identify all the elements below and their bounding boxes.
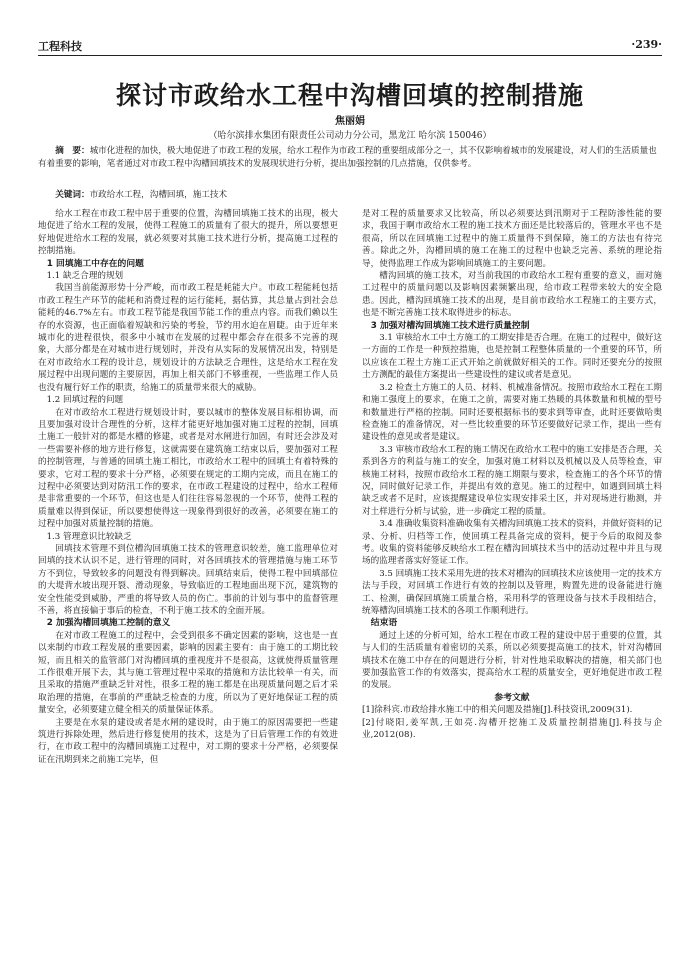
body-paragraph: 3.5 回填施工技术采用先进的技术对槽沟的回填技术应该使用一定的技术方法与手段，对回填工作进行有效的控制以及管理，购置先进的设备能进行施工、检测，确保回填施工质量合格，采用科学的管理设备与技术手段相结合，统筹槽沟回填施工技术的各项工作顺利进行。 — [362, 568, 662, 616]
page-number: ·239· — [631, 38, 662, 51]
section-heading: 1 回填施工中存在的问题 — [46, 258, 144, 269]
section-heading: 参考文献 — [494, 692, 530, 703]
abstract-text: 城市化进程的加快，极大地促进了市政工程的发展，给水工程作为市政工程的重要组成部分之一，其不仅影响着城市的发展建设，对人们的生活质量也有着重要的影响，笔者通过对市政工程中沟槽回填技术的发展现状进行分析，提出加强控制的几点措施，仅供参考。 — [38, 146, 657, 169]
keywords-text: 市政给水工程，沟槽回填，施工技术 — [89, 190, 228, 200]
body-paragraph: 主要是在水泵的建设或者是水闸的建设时，由于施工的原因需要把一些建筑进行拆除处理，然后进行修复使用的技术，这是为了日后管理工作的有效进行，在市政工程中的沟槽回填施工过程中，对工期的要求十分严格，必须要保证在汛期到来之前施工完毕，但 — [38, 717, 338, 765]
paper-title: 探讨市政给水工程中沟槽回填的控制措施 — [115, 81, 584, 110]
body-paragraph: 回填技术管理不到位槽沟回填施工技术的管理意识较差，施工监理单位对回填的技术认识不足，进行管理的同时，对各回填技术的管理措施与施工环节方不到位，导致较多的问题没有得到解决。回填结束后，使得工程中回填部位的大堤背水坡出现开裂、滑动现象，导致临近的工程地面出现下沉，建筑物的安全性能受到威胁，严重的将导致人员的伤亡。事前的计划与事中的监督管理不善，将直接偏于事后的检查，不利于施工技术的全面开展。 — [38, 543, 338, 616]
subsection-heading: 1.3 管理意识比较缺乏 — [46, 531, 132, 542]
body-paragraph: 3.3 审核市政给水工程的施工情况在政给水工程中的施工安排是否合理，关系到各方的利益与施工的安全，加强对施工材料以及机械以及人员等检查，审核施工材料，按照市政给水工程的施工期限与要求，检查施工的各个环节的情况，同时做好记录工作，并提出有效的意见。施工的过程中，如遇到回填土料缺乏或者不足时，应该提醒建设单位实现安排采土区，并对现场进行勘测，并对土样进行分析与试验，进一步确定工程的质量。 — [362, 444, 662, 517]
body-paragraph: 3.2 检查土方施工的人员、材料、机械准备情况。按照市政给水工程在工期和施工强度上的要求，在施工之前，需要对施工热暖的具体数量和机械的型号和数量进行严格的控制。同时还要根据标书的要求到等审查，此时还要做哈奥检查施工的准备情况，对一些比较重要的环节还要做好记录工作，提出一些有建设性的意见或者是建议。 — [362, 382, 662, 443]
author-affiliation: （哈尔滨排水集团有限责任公司动力分公司，黑龙江 哈尔滨 150046） — [208, 131, 492, 141]
abstract-label: 摘 要： — [55, 146, 90, 156]
body-paragraph: 是对工程的质量要求又比较高，所以必须要达到汛期对于工程防渗性能的要求，我国于啊市政给水工程的施工技术方面还是比较落后的，管理水平也不是很高，所以在回填施工过程中的施工质量得不到保障，施工的方法也有待完善。除此之外，沟槽回填的施工在施工的过程中也缺乏完善、系统的理论指导，使得监理工作成为影响回填施工的主要问题。 — [362, 209, 662, 269]
body-paragraph: 在对市政工程施工的过程中，会受到很多不确定因素的影响，这也是一直以来制约市政工程发展的重要因素，影响的因素主要有：由于施工的工期比较短，而且相关的监管部门对沟槽回填的重视度并不是很高，这就使得质量管理工作很难开展下去，其与施工管理过程中采取的措施和方法比较单一有关，而且采取的措施严重缺乏针对性，很多工程的施工都是在出现质量问题之后才采取治理的措施，在事前的严重缺乏检查的力度，所以为了更好地保证工程的质量安全，必须要建立健全相关的质量保证体系。 — [38, 630, 338, 716]
journal-name: 工程科技 — [38, 40, 82, 53]
body-paragraph: 槽沟回填的施工技术，对当前我国的市政给水工程有重要的意义，面对施工过程中的质量问题以及影响因素频繁出现，给市政工程带来较大的安全隐患。因此，槽沟回填施工技术的出现，是目前市政给水工程施工的主要方式，也是不断完善施工技术取得进步的标志。 — [362, 271, 662, 319]
left-column — [38, 208, 338, 938]
section-heading: 结束语 — [370, 618, 398, 629]
subsection-heading: 1.1 缺乏合理的规划 — [46, 271, 124, 282]
body-paragraph: 我国当前能源形势十分严峻，而市政工程是耗能大户。市政工程能耗包括市政工程生产环节的能耗和消费过程的运行能耗，据估算，其总量占到社会总能耗的46.7%左右。市政工程节能是我国节能工作的重点内容。而我们赖以生存的水资源，也正面临着短缺和污染的考验，节约用水迫在眉睫。由于近年来城市化的进程很快，很多中小城市在发展的过程中都会存在很多不完善的现象，大部分都是在对城市进行规划时，并没有从实际的发展情况出发，特别是在对市政给水工程的设计总，规划设计的方法缺乏合理性，这是给水工程在发展过程中出现问题的主要原因，再加上相关部门不够重视，一些监理工作人员也没有履行好工作的职责，给施工的质量带来很大的威胁。 — [38, 283, 338, 393]
body-paragraph: 在对市政给水工程进行规划设计时，要以城市的整体发展目标相协调，而且要加强对设计合理性的分析，这样才能更好地加强对施工过程的控制，回填土施工一般针对的都是水槽的修建，或者是对水闸进行加固，有时还会涉及对一些需要补修的地方进行修复，这就需要在建筑施工结束以后，要加强对工程的控制管理，与普通的回填土施工相比，市政给水工程中的回填土有着特殊的要求，它对工程的要求十分严格，必须要在规定的工期内完成，而且在施工的过程中必须要达到对防汛工作的要求，在市政工程建设的过程中，给水工程师是非常重要的一个环节，但这也是人们往往容易忽视的一个环节，使得工程的质量难以得到保证，所以要想使得这一现象得到很好的改善，必须要在施工的过程中加强对质量控制的措施。 — [38, 407, 338, 530]
keywords — [38, 189, 662, 202]
section-heading: 2 加强沟槽回填施工控制的意义 — [46, 618, 171, 629]
body-paragraph: 通过上述的分析可知，给水工程在市政工程的建设中居于重要的位置，其与人们的生活质量有着密切的关系，所以必须要提高施工的技术，针对沟槽回填技术在施工中存在的问题进行分析，针对性地采取解决的措施，相关部门也要加强监管工作的有效落实，提高给水工程的质量安全，更好地促进市政工程的发展。 — [362, 630, 662, 691]
reference-item: [1]徐科宾.市政给排水施工中的相关问题及措施[J].科技资讯,2009(31). — [362, 705, 633, 716]
body-paragraph: 3.1 审核给水工中土方施工的工期安排是否合理。在施工的过程中，做好这一方面的工作是一种预控措施，也是控制工程整体质量的一个重要的环节，所以应该在工程土方施工正式开始之前就做好相关的工作。同时还要充分的按照土方测配的最佳方案提出一些建设性的建议或者是意见。 — [362, 333, 662, 381]
subsection-heading: 1.2 回填过程的问题 — [46, 395, 124, 406]
keywords-label: 关键词： — [55, 190, 90, 200]
running-header — [38, 38, 662, 54]
body-paragraph: 3.4 准确收集资料准确收集有关槽沟回填施工技术的资料，并做好资料的记录、分析、归档等工作，使回填工程具备完成的资料，便于今后的取阅及参考。收集的资料能够反映给水工程在槽沟回填技术当中的活动过程中并且与现场的监理者落实好签证工作。 — [362, 519, 662, 567]
body-paragraph: 给水工程在市政工程中居于重要的位置，沟槽回填施工技术的出现，极大地促进了给水工程的发展，使得工程施工的质量有了很大的提升，所以要想更好地促进给水工程的发展，就必须要对其施工技术进行分析，提高施工过程的控制措施。 — [38, 209, 338, 257]
reference-item: [2]付晓阳,姜军凯,王如亮.沟槽开挖施工及质量控制措施[J].科技与企业,2012(08). — [362, 717, 662, 741]
section-heading: 3 加强对槽沟回填施工技术进行质量控制 — [370, 320, 530, 331]
right-column — [362, 208, 662, 938]
header-rule — [38, 55, 662, 56]
abstract — [38, 145, 662, 171]
author-name: 焦丽娟 — [335, 116, 365, 127]
